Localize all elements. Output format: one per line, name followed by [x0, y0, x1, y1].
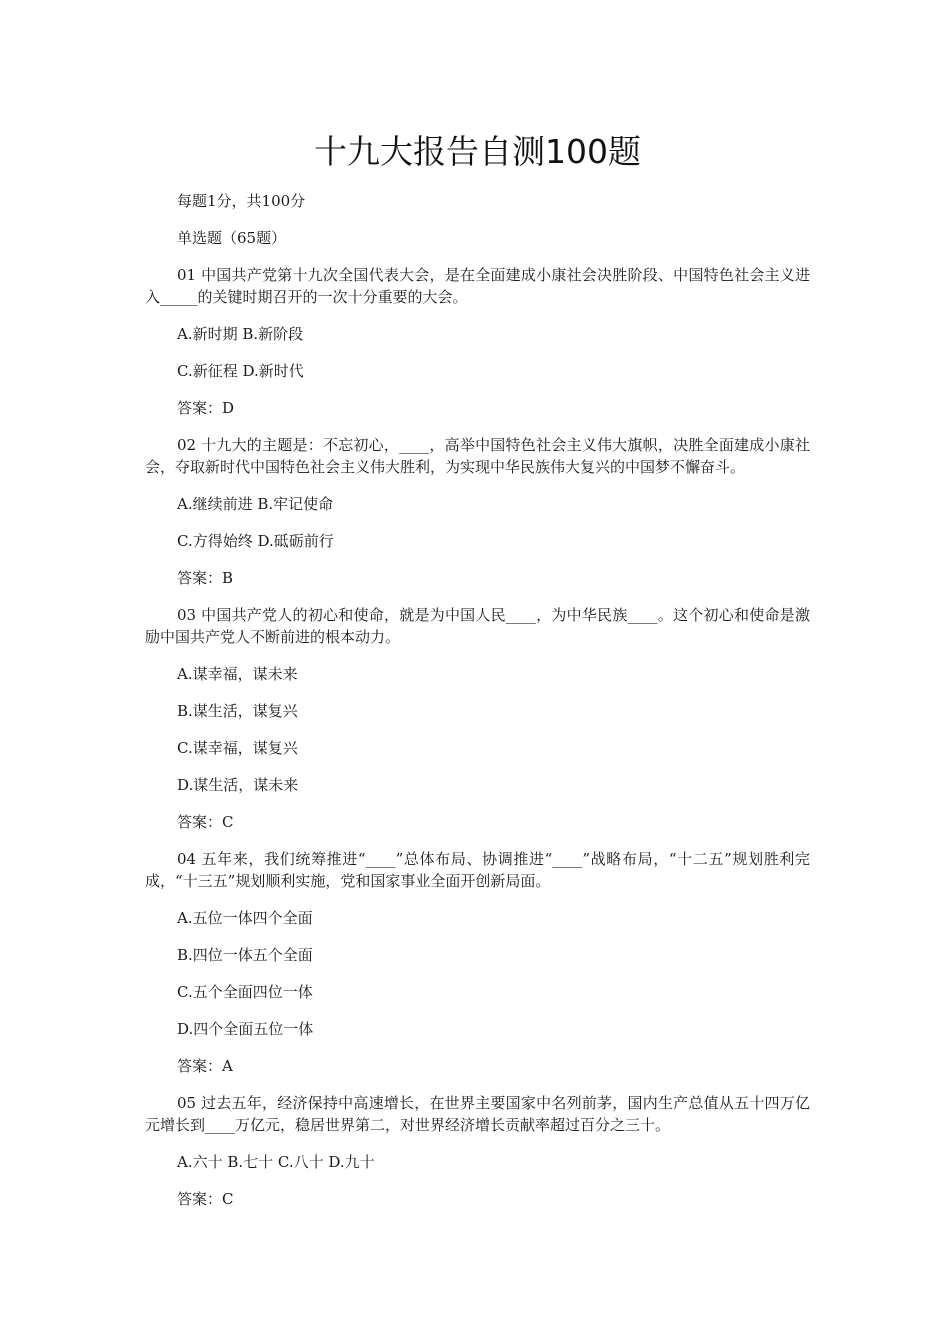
- question-option: A.继续前进 B.牢记使命: [177, 495, 334, 513]
- question-text: 01 中国共产党第十九次全国代表大会，是在全面建成小康社会决胜阶段、中国特色社会主义进入_____的关键时期召开的一次十分重要的大会。: [145, 266, 810, 306]
- question-option: C.新征程 D.新时代: [177, 362, 304, 380]
- question-option: C.方得始终 D.砥砺前行: [177, 532, 334, 550]
- question-option: C.五个全面四位一体: [177, 983, 313, 1001]
- question-answer: 答案：A: [177, 1057, 233, 1075]
- question-answer: 答案：C: [177, 813, 234, 831]
- question-option: A.六十 B.七十 C.八十 D.九十: [177, 1153, 375, 1171]
- question-answer: 答案：B: [177, 569, 234, 587]
- question-option: B.谋生活，谋复兴: [177, 702, 298, 720]
- scoring-note: 每题1分，共100分: [177, 192, 306, 210]
- question-text: 05 过去五年，经济保持中高速增长，在世界主要国家中名列前茅，国内生产总值从五十四万亿元增长到____万亿元，稳居世界第二，对世界经济增长贡献率超过百分之三十。: [145, 1094, 810, 1134]
- document-body: [145, 128, 810, 1225]
- question-answer: 答案：D: [177, 399, 235, 417]
- question-option: A.新时期 B.新阶段: [177, 325, 304, 343]
- section-heading: 单选题（65题）: [177, 229, 287, 247]
- question-option: B.四位一体五个全面: [177, 946, 313, 964]
- question-text: 02 十九大的主题是：不忘初心，____，高举中国特色社会主义伟大旗帜，决胜全面建成小康社会，夺取新时代中国特色社会主义伟大胜利，为实现中华民族伟大复兴的中国梦不懈奋斗。: [145, 436, 810, 476]
- question-option: C.谋幸福，谋复兴: [177, 739, 298, 757]
- question-answer: 答案：C: [177, 1190, 234, 1208]
- question-option: A.谋幸福，谋未来: [177, 665, 298, 683]
- question-text: 03 中国共产党人的初心和使命，就是为中国人民____，为中华民族____。这个初心和使命是激励中国共产党人不断前进的根本动力。: [145, 606, 810, 646]
- question-text: 04 五年来，我们统筹推进“____”总体布局、协调推进“____”战略布局，“十二五”规划胜利完成，“十三五”规划顺利实施，党和国家事业全面开创新局面。: [145, 850, 810, 890]
- question-option: D.谋生活，谋未来: [177, 776, 299, 794]
- question-option: A.五位一体四个全面: [177, 909, 313, 927]
- question-option: D.四个全面五位一体: [177, 1020, 314, 1038]
- document-title: 十九大报告自测100题: [314, 132, 641, 171]
